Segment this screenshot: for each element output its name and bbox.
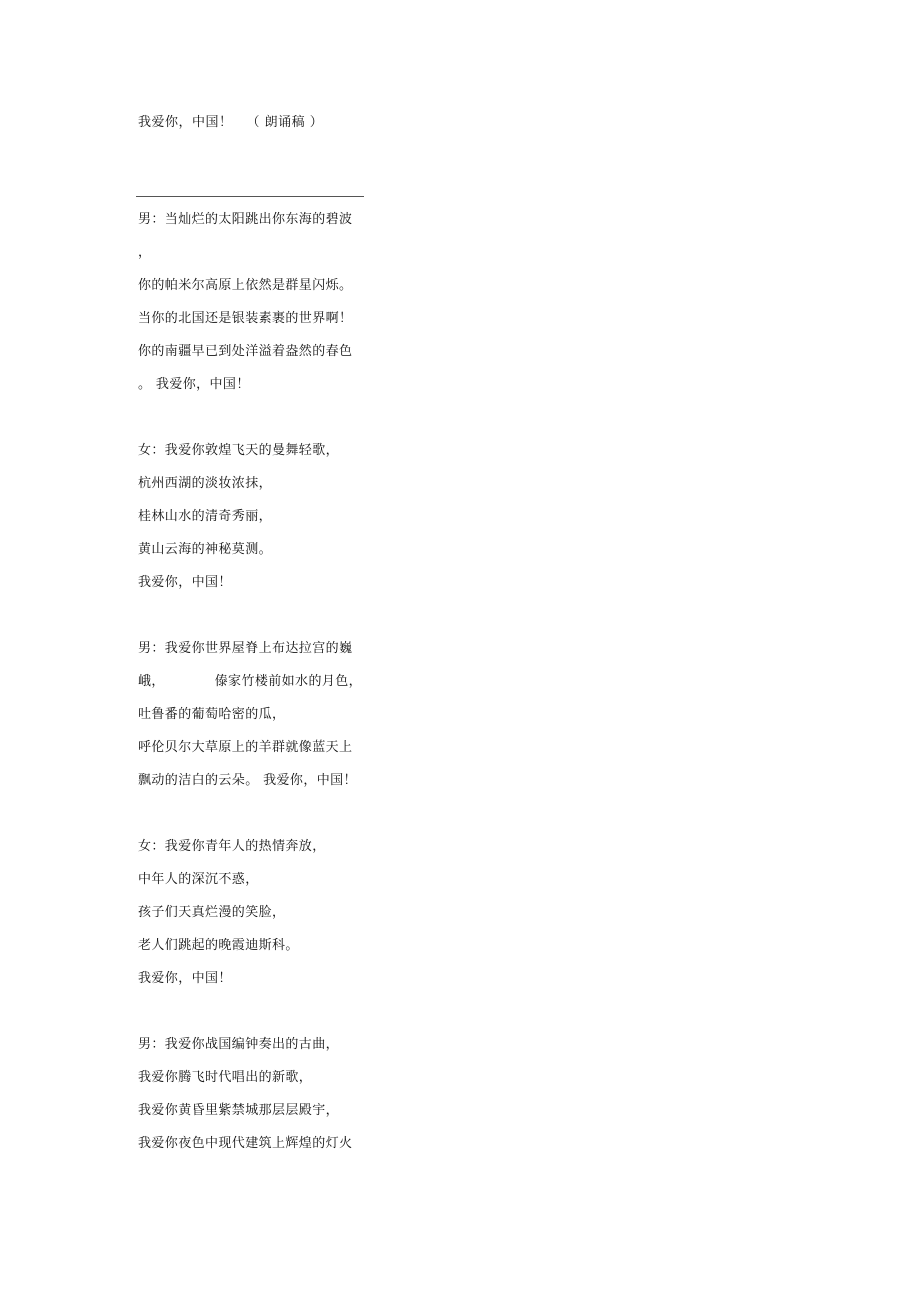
poem-line: 飘动的洁白的云朵。 我爱你，中国！: [138, 773, 357, 788]
poem-line: 我爱你夜色中现代建筑上辉煌的灯火: [138, 1136, 353, 1151]
poem-line: 你的帕米尔高原上依然是群星闪烁。: [138, 278, 353, 293]
poem-line: 。 我爱你，中国！: [138, 377, 250, 392]
poem-line: 老人们跳起的晚霞迪斯科。: [138, 938, 299, 953]
poem-line: ，: [138, 245, 152, 260]
poem-line: 我爱你，中国！: [138, 575, 232, 590]
poem-line: 杭州西湖的淡妆浓抹，: [138, 476, 273, 491]
poem-line: 男：当灿烂的太阳跳出你东海的碧波: [138, 212, 353, 227]
poem-line: 桂林山水的清奇秀丽，: [138, 509, 273, 524]
poem-line: 男：我爱你战国编钟奏出的古曲，: [138, 1037, 340, 1052]
poem-title-subtitle: （ 朗诵稿 ）: [246, 115, 324, 130]
poem-line: 峨， 傣家竹楼前如水的月色，: [138, 674, 363, 689]
poem-line: 呼伦贝尔大草原上的羊群就像蓝天上: [138, 740, 353, 755]
poem-line: 当你的北国还是银装素裹的世界啊！: [138, 311, 353, 326]
poem-line: 女：我爱你敦煌飞天的曼舞轻歌，: [138, 443, 340, 458]
title-divider: [136, 196, 364, 197]
poem-line: 孩子们天真烂漫的笑脸，: [138, 905, 286, 920]
poem-line: 男：我爱你世界屋脊上布达拉宫的巍: [138, 641, 353, 656]
poem-line: 我爱你腾飞时代唱出的新歌，: [138, 1070, 313, 1085]
poem-line: 我爱你，中国！: [138, 971, 232, 986]
poem-line: 你的南疆早已到处洋溢着盎然的春色: [138, 344, 353, 359]
poem-title-main: 我爱你，中国！: [138, 115, 233, 130]
poem-line: 中年人的深沉不惑，: [138, 872, 259, 887]
poem-line: 吐鲁番的葡萄哈密的瓜，: [138, 707, 286, 722]
poem-line: 女：我爱你青年人的热情奔放，: [138, 839, 326, 854]
poem-line: 我爱你黄昏里紫禁城那层层殿宇，: [138, 1103, 340, 1118]
poem-line: 黄山云海的神秘莫测。: [138, 542, 273, 557]
poem-title: [138, 115, 323, 131]
